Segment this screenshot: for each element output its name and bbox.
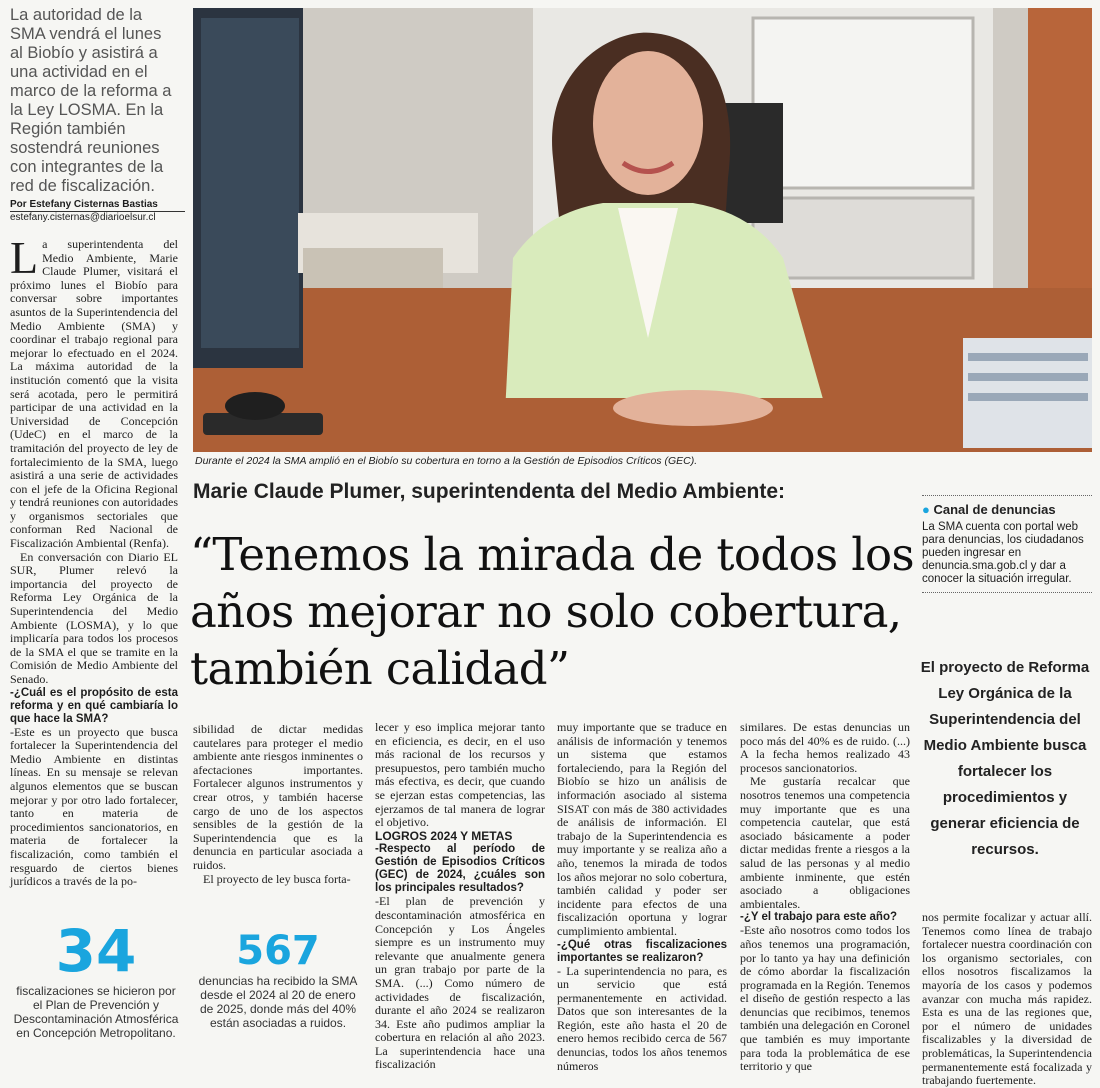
headline: “Tenemos la mirada de todos los años mejorar no solo cobertura, también calidad” <box>190 528 914 695</box>
interview-question: -¿Cuál es el propósito de esta reforma y en qué cambiaría lo que hace la SMA? <box>10 686 178 725</box>
paragraph: -Este año nosotros como todos los años tenemos una programación, por lo tanto ya hay una definición de cómo abordar la fiscalización programada en la Región. Tenemos el diseño de gestión respecto a las denuncias que recibimos, tenemos también una delegación en Coronel que también es muy importante para toda la problemática de ese territorio y que <box>740 923 910 1074</box>
sidebar-box <box>922 495 1092 593</box>
article-column-4 <box>557 721 727 1073</box>
author-email: estefany.cisternas@diarioelsur.cl <box>10 212 156 223</box>
paragraph: Me gustaría recalcar que nosotros tenemos una competencia muy importante que es una competencia cautelar, que está asociado básicamente a poder dictar medidas frente a riesgos a la salud de las personas y al medio ambiente inminente, que estén asociado a obligaciones ambientales. <box>740 774 910 911</box>
sidebar-text: La SMA cuenta con portal web para denuncias, los ciudadanos pueden ingresar en denuncia.sma.gob.cl y dar a conocer la situación irregular. <box>922 521 1084 585</box>
paragraph: a superintendenta del Medio Ambiente, Marie Claude Plumer, visitará el próximo lunes el Biobío para conversar sobre importantes asuntos de la Superintendencia del Medio Ambiente (SMA) y coordinar el trabajo regional para mejorar lo efectuado en el 2024. La máxima autoridad de la institución comentó que la visita será acotada, pero le permitirá participar de una actividad en la Universidad de Concepción (UdeC) en el marco de la tramitación del proyecto de ley de fortalecimiento de la SMA, luego asistirá a una serie de actividades con el jefe de la Oficina Regional y tendrá reuniones con autoridades y organismos sectoriales que conforman Red Nacional de Fiscalización Ambiental (Renfa). <box>10 237 178 551</box>
lead-summary: La autoridad de la SMA vendrá el lunes al Biobío y asistirá a una actividad en el marco de la reforma a la Ley LOSMA. En la Región también sostendrá reuniones con integrantes de la red de fiscalización. <box>10 6 172 195</box>
interview-question: -¿Y el trabajo para este año? <box>740 911 898 924</box>
stat-description: fiscalizaciones se hicieron por el Plan de Prevención y Descontaminación Atmosférica en Concepción Metropolitano. <box>13 984 179 1040</box>
stat-block-2 <box>193 928 363 1030</box>
paragraph: muy importante que se traduce en análisis de información y tenemos un sistema que estamos fortaleciendo, para la Región del Biobío se hizo un análisis de información asociado al sistema SISAT con más de 380 actividades de análisis de información. El trabajo de la Superintendencia es muy importante y se realiza año a año, tenemos la mirada de todos los años mejorar no solo cobertura, también calidad y poder ser incidente para efectos de una fiscalización oportuna y lograr cumplimiento ambiental. <box>557 720 727 938</box>
article-column-2 <box>193 723 363 886</box>
sidebar-title: ● Canal de denuncias <box>922 502 1056 517</box>
bullet-icon: ● <box>922 502 930 517</box>
headline-kicker: Marie Claude Plumer, superintendenta del Medio Ambiente: <box>193 480 785 503</box>
paragraph: En conversación con Diario EL SUR, Plumer relevó la importancia del proyecto de Reforma Ley Orgánica de la Superintendencia del Medio Ambiente (LOSMA), y lo que implicaría para todos los procesos de la SMA el que se tramite en la Comisión de Medio Ambiente del Senado. <box>10 549 178 686</box>
section-subhead: LOGROS 2024 Y METAS <box>375 828 513 843</box>
pull-quote: El proyecto de Reforma Ley Orgánica de la Superintendencia del Medio Ambiente busca fortalecer los procedimientos y generar eficiencia de recursos. <box>920 659 1090 858</box>
paragraph: nos permite focalizar y actuar allí. Tenemos como línea de trabajo fortalecer nuestra coordinación con los organismo sectoriales, con ellos nosotros fiscalizamos la mayoría de los casos y podemos avanzar con mucha más rapidez. Esta es una de las regiones que, por el número de unidades fiscalizables y la diversidad de problemáticas, la Superintendencia permanentemente está focalizada y trabajando fuertemente. <box>922 910 1092 1088</box>
paragraph: -El plan de prevención y descontaminación atmosférica en Concepción y Los Ángeles siempre es un instrumento muy relevante que anualmente genera un gran trabajo por parte de la SMA. (...) Como número de actividades de fiscalización, durante el año 2024 se realizaron 34. Este año pudimos ampliar la cobertura en relación al año 2023. La superintendencia hace una fiscalización <box>375 894 545 1072</box>
article-column-1 <box>10 232 178 889</box>
portrait-photo <box>193 8 1092 452</box>
photo-caption: Durante el 2024 la SMA amplió en el Biobío su cobertura en torno a la Gestión de Episodios Críticos (GEC). <box>195 455 698 467</box>
stat-number: 567 <box>236 928 320 974</box>
drop-cap: L <box>10 232 39 283</box>
paragraph: - La superintendencia no para, es un servicio que está permanentemente en actividad. Datos que son interesantes de la Región, este año hasta el 20 de enero hemos recibido cerca de 567 denuncias, todos los años tenemos números <box>557 963 727 1073</box>
paragraph: El proyecto de ley busca forta- <box>203 871 351 886</box>
stat-number: 34 <box>55 917 137 985</box>
paragraph: lecer y eso implica mejorar tanto en eficiencia, es decir, en el uso más racional de los recursos y presupuestos, pero también mucho más efectiva, es decir, que cuando se ejerzan estas competencias, las ejerzamos de tal manera de lograr el objetivo. <box>375 720 545 830</box>
paragraph: -Este es un proyecto que busca fortalecer la Superintendencia del Medio Ambiente en distintas líneas. En su mensaje se relevan algunos elementos que se buscan mejorar y por otro lado fortalecer, tanto en materia de procedimientos sancionatorios, en materia de fortalecer la fiscalización, como también el resguardo de ciertos bienes jurídicos a través de la po- <box>10 724 178 889</box>
byline: Por Estefany Cisternas Bastias <box>10 199 185 212</box>
office-scene-illustration <box>193 8 1092 452</box>
stat-block-1 <box>10 918 182 1040</box>
article-column-6 <box>922 911 1092 1088</box>
paragraph: similares. De estas denuncias un poco más del 40% es de ruido. (...) A la fecha hemos realizado 43 procesos sancionatorios. <box>740 720 910 775</box>
article-column-5 <box>740 721 910 1074</box>
interview-question: -¿Qué otras fiscalizaciones importantes se realizaron? <box>557 938 727 964</box>
paragraph: sibilidad de dictar medidas cautelares para proteger el medio ambiente ante riesgos inminentes o afectaciones importantes. Fortalecer algunos instrumentos y crear otros, y también hacerse cargo de uno de los aspectos sensibles de la gestión de la Superintendencia que es la denuncia en particular asociada a ruidos. <box>193 722 363 872</box>
interview-question: -Respecto al período de Gestión de Episodios Críticos (GEC) de 2024, ¿cuáles son los principales resultados? <box>375 843 545 895</box>
stat-description: denuncias ha recibido la SMA desde el 2024 al 20 de enero de 2025, donde más del 40% están asociadas a ruidos. <box>198 974 358 1030</box>
article-column-3 <box>375 721 545 1072</box>
